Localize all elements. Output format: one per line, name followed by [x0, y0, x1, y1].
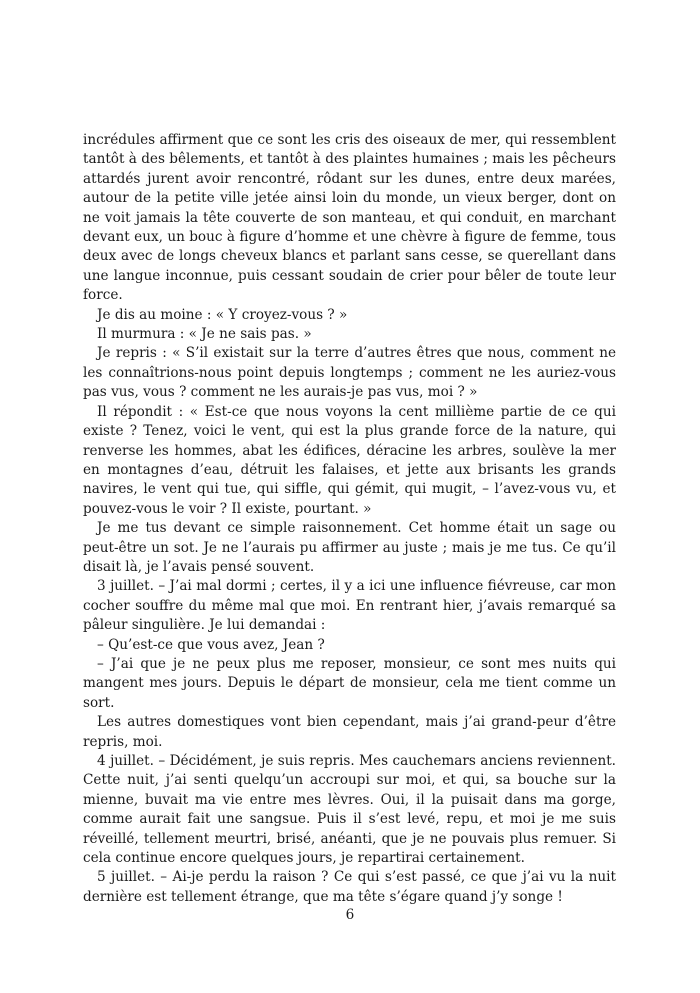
paragraph-11: 4 juillet. – Décidément, je suis repris. Mes cauchemars anciens reviennent. Cette nuit, j’ai senti quelqu’un accroupi sur moi, et qui, sa bouche sur la mienne, buvait ma vie entre mes lèvres. Oui, il la puisait dans ma gorge, comme aurait fait une sangsue. Puis il s’est levé, repu, et moi je me suis réveillé, tellement meurtri, brisé, anéanti, que je ne pouvais plus remuer. Si cela continue encore quelques jours, je repartirai certainement.: [83, 753, 616, 867]
paragraph-12: 5 juillet. – Ai-je perdu la raison ? Ce qui s’est passé, ce que j’ai vu la nuit dernière est tellement étrange, que ma tête s’égare quand j’y songe !: [83, 869, 616, 905]
document-body: [83, 131, 616, 907]
paragraph-6: Je me tus devant ce simple raisonnement. Cet homme était un sage ou peut-être un sot. Je ne l’aurais pu affirmer au juste ; mais je me tus. Ce qu’il disait là, je l’avais pensé souvent.: [83, 520, 616, 575]
paragraph-4: Je repris : « S’il existait sur la terre d’autres êtres que nous, comment ne les connaîtrions-nous point depuis longtemps ; comment ne les auriez-vous pas vus, vous ? comment ne les aurais-je pas vus, moi ? »: [83, 345, 616, 401]
paragraph-5: Il répondit : « Est-ce que nous voyons la cent millième partie de ce qui existe ? Tenez, voici le vent, qui est la plus grande force de la nature, qui renverse les hommes, abat les édifices, déracine les arbres, soulève la mer en montagnes d’eau, détruit les falaises, et jette aux brisants les grands navires, le vent qui tue, qui siffle, qui gémit, qui mugit, – l’avez-vous vu, et pouvez-vous le voir ? Il existe, pourtant. »: [83, 403, 616, 517]
paragraph-3: Il murmura : « Je ne sais pas. »: [97, 326, 312, 343]
paragraph-9: – J’ai que je ne peux plus me reposer, monsieur, ce sont mes nuits qui mangent mes jours. Depuis le départ de monsieur, cela me tient comme un sort.: [83, 655, 616, 711]
paragraph-1: incrédules affirment que ce sont les cris des oiseaux de mer, qui ressemblent tantôt à des bêlements, et tantôt à des plaintes humaines ; mais les pêcheurs attardés jurent avoir rencontré, rôdant sur les dunes, entre deux marées, autour de la petite ville jetée ainsi loin du monde, un vieux berger, dont on ne voit jamais la tête couverte de son manteau, et qui conduit, en marchant devant eux, un bouc à figure d’homme et une chèvre à figure de femme, tous deux avec de longs cheveux blancs et parlant sans cesse, se querellant dans une langue inconnue, puis cessant soudain de crier pour bêler de toute leur force.: [83, 132, 616, 304]
paragraph-7: 3 juillet. – J’ai mal dormi ; certes, il y a ici une influence fiévreuse, car mon cocher souffre du même mal que moi. En rentrant hier, j’avais remarqué sa pâleur singulière. Je lui demandai :: [83, 578, 616, 634]
paragraph-2: Je dis au moine : « Y croyez-vous ? »: [97, 306, 348, 323]
paragraph-10: Les autres domestiques vont bien cependant, mais j’ai grand-peur d’être repris, moi.: [83, 714, 616, 750]
page-number: 6: [345, 907, 355, 923]
paragraph-8: – Qu’est-ce que vous avez, Jean ?: [97, 636, 325, 653]
